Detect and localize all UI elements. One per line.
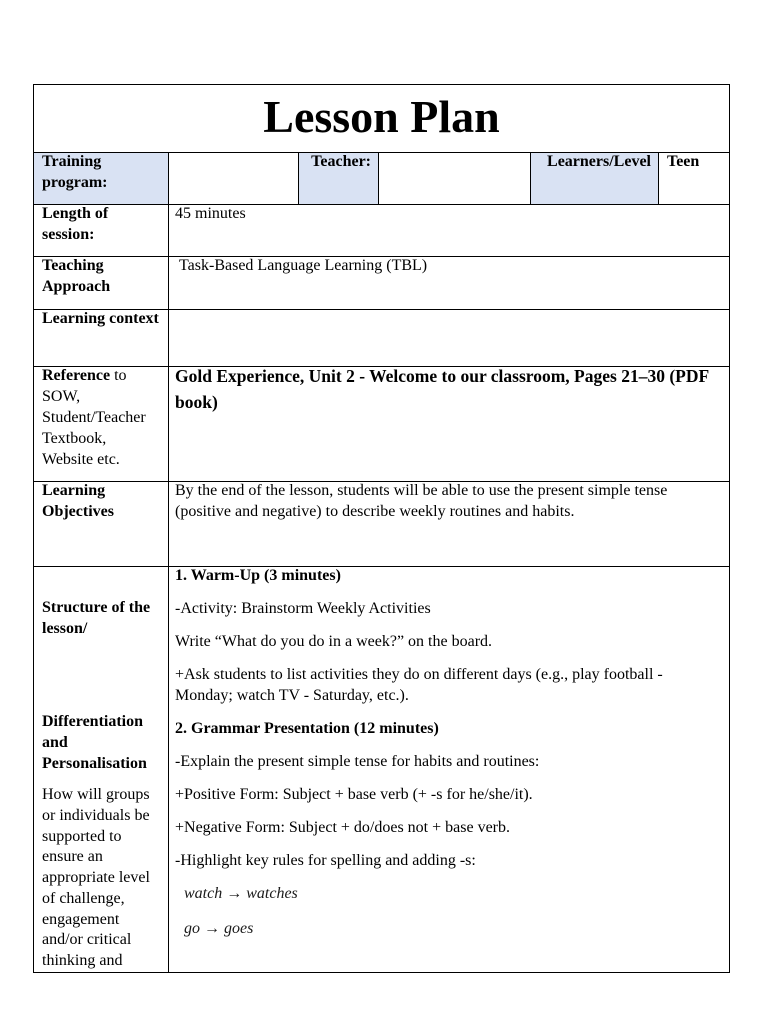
training-program-field (169, 153, 299, 205)
lesson-structure-cell (169, 567, 730, 973)
teaching-approach-label: Teaching Approach (42, 257, 111, 295)
teaching-approach-value-cell (169, 257, 730, 310)
step-text: -Highlight key rules for spelling and adding -s: (175, 852, 476, 869)
learning-objectives-label: Learning Objectives (42, 482, 114, 520)
length-of-session-label-cell (34, 205, 169, 257)
teacher-label-cell (299, 153, 379, 205)
structure-label: Structure of the lesson/ (42, 599, 151, 637)
spelling-example: watch → watches (184, 885, 298, 902)
learning-objectives-value: By the end of the lesson, students will be able to use the present simple tense (positive and negative) to describe weekly routines and habits. (175, 482, 668, 520)
differentiation-prompt: How will groups or individuals be supported to ensure an appropriate level of challenge, engagement and/or critical thinking and (42, 786, 150, 969)
reference-value: Gold Experience, Unit 2 - Welcome to our classroom, Pages 21–30 (PDF book) (175, 367, 709, 412)
spelling-example: go → goes (184, 920, 254, 937)
step-text: +Positive Form: Subject + base verb (+ -s for he/she/it). (175, 786, 533, 803)
learners-level-label-cell (531, 153, 659, 205)
step-text: Write “What do you do in a week?” on the board. (175, 633, 493, 650)
reference-value-cell (169, 367, 730, 482)
learners-level-value-cell (659, 153, 730, 205)
teaching-approach-value: Task-Based Language Learning (TBL) (179, 257, 428, 274)
structure-label-cell (34, 567, 169, 973)
differentiation-label: Differentiation and Personalisation (42, 713, 147, 772)
length-of-session-value: 45 minutes (175, 205, 246, 222)
teacher-label: Teacher: (311, 153, 371, 170)
learning-context-label: Learning context (42, 310, 159, 327)
length-of-session-value-cell (169, 205, 730, 257)
learners-level-value: Teen (667, 153, 700, 170)
stage-heading: 1. Warm-Up (3 minutes) (175, 567, 341, 584)
reference-label (42, 367, 160, 470)
reference-label-cell (34, 367, 169, 482)
reference-label-rest: to SOW, Student/Teacher Textbook, Website etc. (42, 367, 146, 468)
length-of-session-label: Length of session: (42, 205, 109, 243)
learning-context-label-cell (34, 310, 169, 367)
learning-objectives-label-cell (34, 482, 169, 567)
step-text: -Activity: Brainstorm Weekly Activities (175, 600, 431, 617)
teaching-approach-label-cell (34, 257, 169, 310)
teacher-field (379, 153, 531, 205)
step-text: +Negative Form: Subject + do/does not + base verb. (175, 819, 511, 836)
title-cell (34, 85, 730, 153)
learners-level-label: Learners/Level (547, 153, 651, 170)
stage-heading: 2. Grammar Presentation (12 minutes) (175, 720, 439, 737)
training-program-label: Training program: (42, 153, 108, 191)
document-title: Lesson Plan (263, 90, 500, 142)
step-text: -Explain the present simple tense for habits and routines: (175, 753, 540, 770)
learning-context-field (169, 310, 730, 367)
learning-objectives-value-cell (169, 482, 730, 567)
lesson-plan-table (33, 84, 730, 973)
step-text: +Ask students to list activities they do on different days (e.g., play football - Monday; watch TV - Saturday, etc.). (175, 666, 663, 704)
reference-label-bold: Reference (42, 367, 111, 384)
training-program-label-cell (34, 153, 169, 205)
